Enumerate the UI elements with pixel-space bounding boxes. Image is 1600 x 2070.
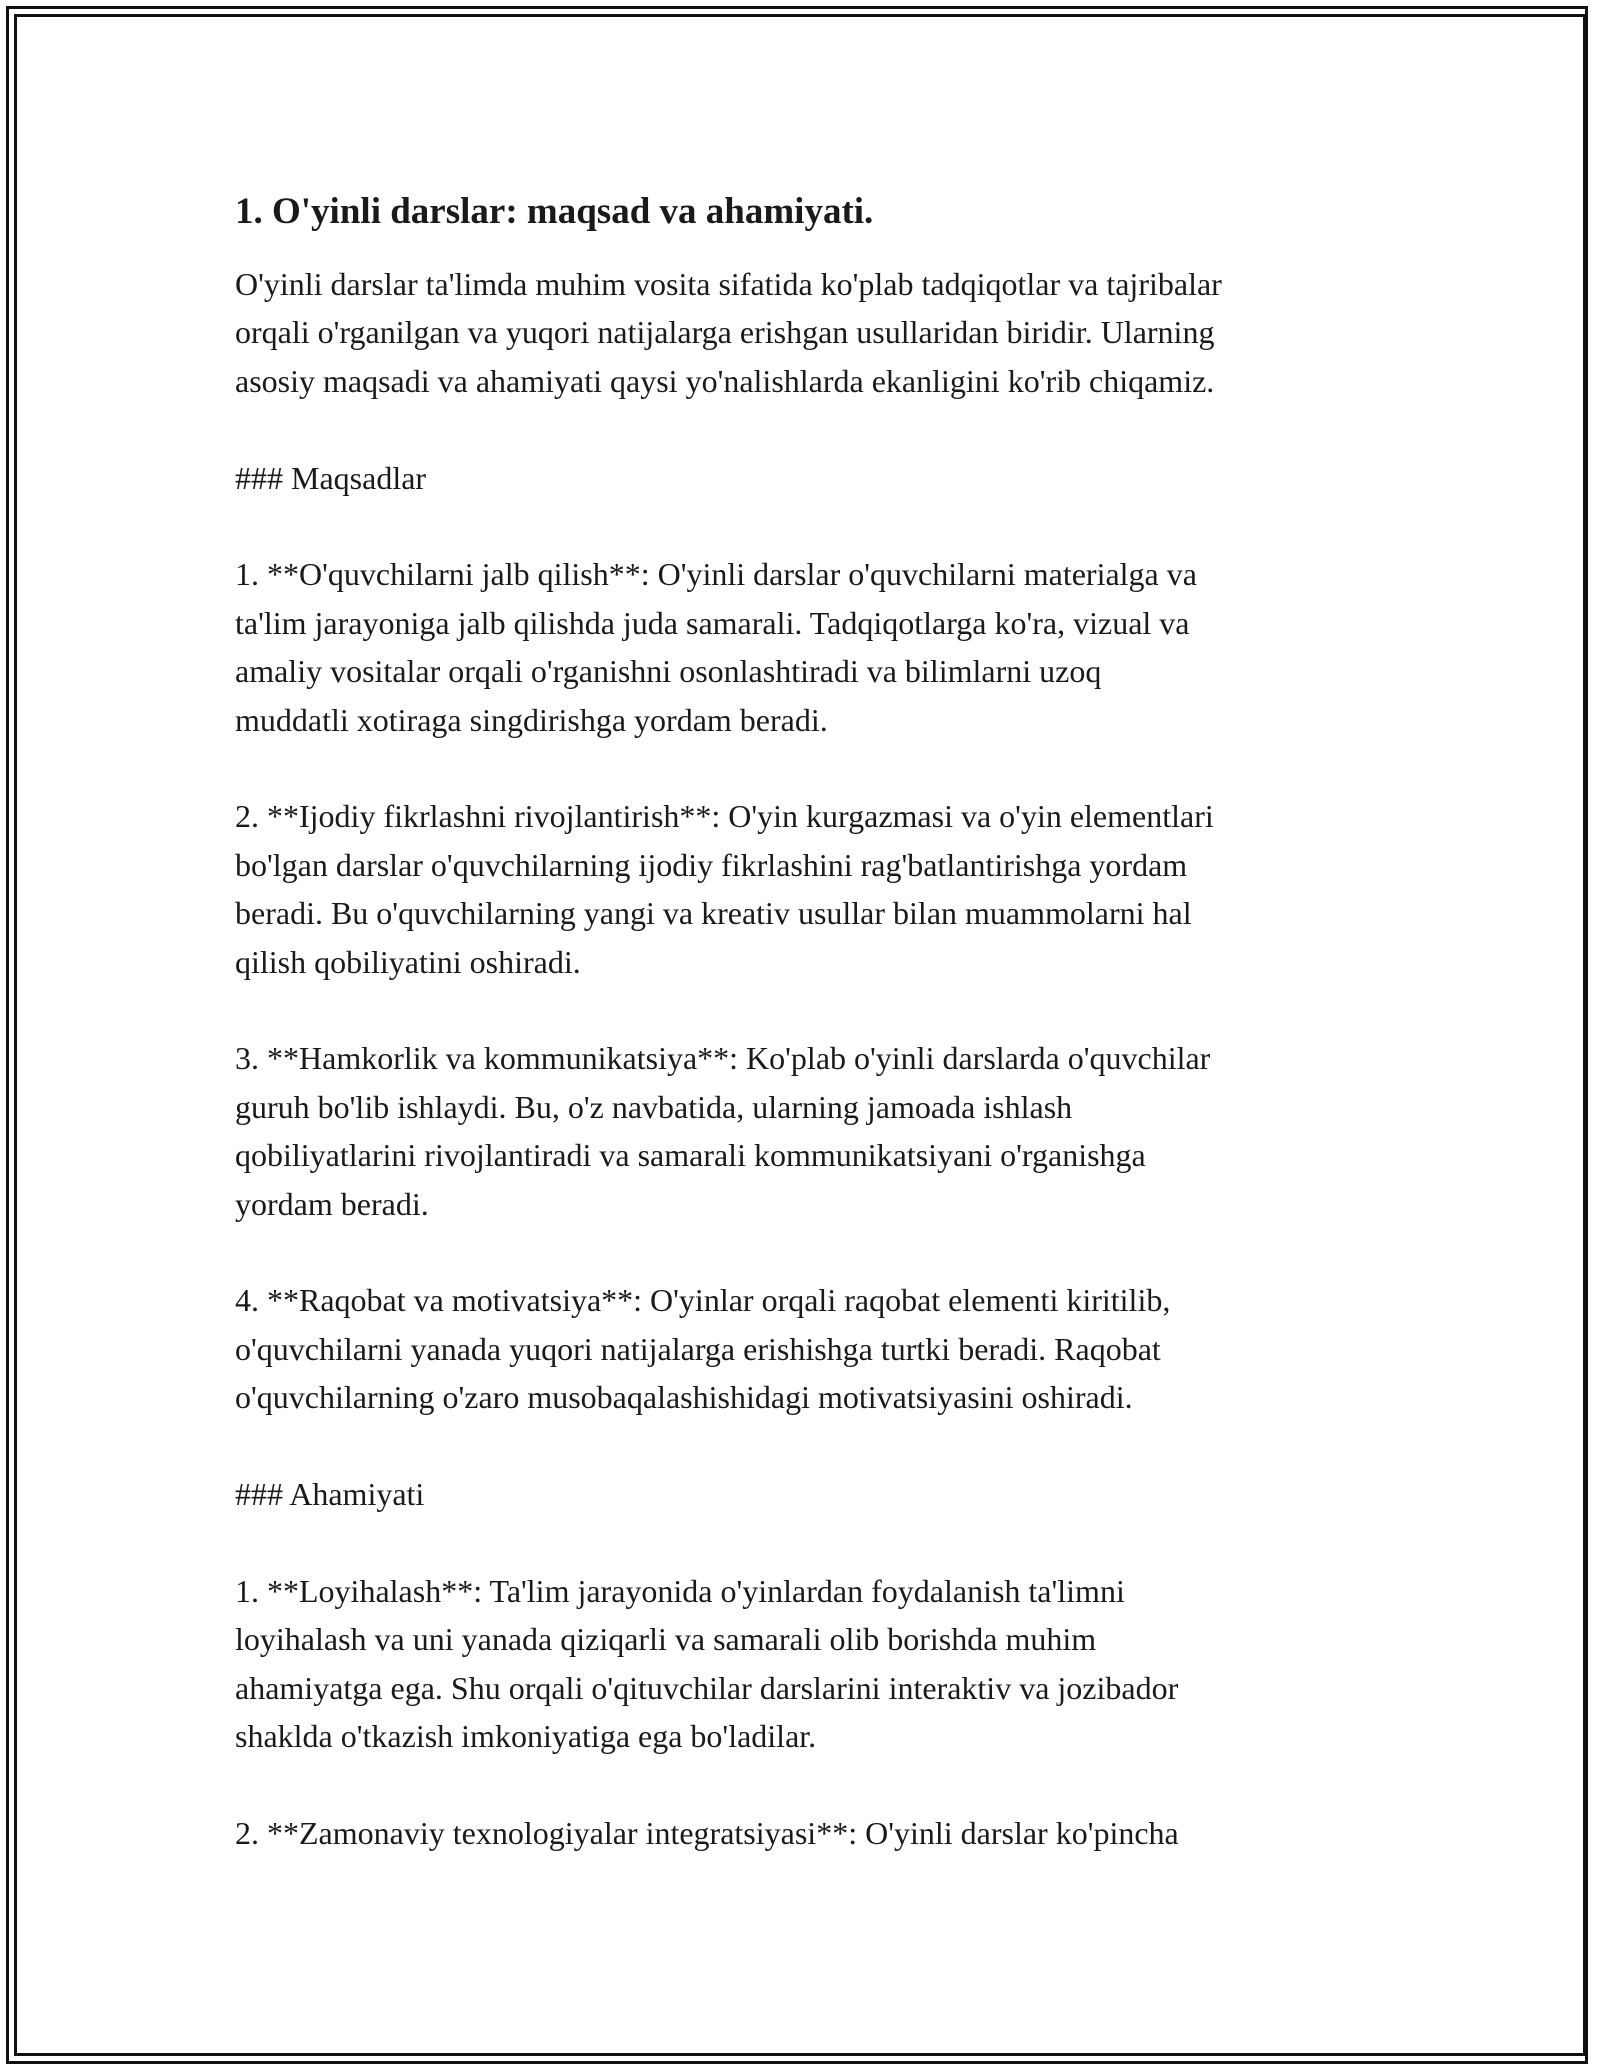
- section-heading-ahamiyati: ### Ahamiyati: [235, 1476, 425, 1513]
- list-item-maqsad-4: 4. **Raqobat va motivatsiya**: O'yinlar orqali raqobat elementi kiritilib, o'quvchilarni yanada yuqori natijalarga erishishga turtki beradi. Raqobat o'quvchilarning o'zaro musobaqalashishidagi motivatsiyasini oshiradi.: [235, 1282, 1171, 1416]
- intro-paragraph: O'yinli darslar ta'limda muhim vosita sifatida ko'plab tadqiqotlar va tajribalar orqali o'rganilgan va yuqori natijalarga erishgan usullaridan biridir. Ularning asosiy maqsadi va ahamiyati qaysi yo'nalishlarda ekanligini ko'rib chiqamiz.: [235, 266, 1222, 399]
- section-heading-maqsadlar: ### Maqsadlar: [235, 459, 427, 496]
- list-item-ahamiyat-1: 1. **Loyihalash**: Ta'lim jarayonida o'yinlardan foydalanish ta'limni loyihalash va uni yanada qiziqarli va samarali olib borishda muhim ahamiyatga ega. Shu orqali o'qituvchilar darslarini interaktiv va jozibador shaklda o'tkazish imkoniyatiga ega bo'ladilar.: [235, 1572, 1179, 1755]
- list-item-ahamiyat-2: 2. **Zamonaviy texnologiyalar integratsiyasi**: O'yinli darslar ko'pincha: [235, 1814, 1179, 1851]
- document-body: [235, 190, 1385, 1906]
- list-item-maqsad-3: 3. **Hamkorlik va kommunikatsiya**: Ko'plab o'yinli darslarda o'quvchilar guruh bo'lib ishlaydi. Bu, o'z navbatida, ularning jamoada ishlash qobiliyatlarini rivojlantiradi va samarali kommunikatsiyani o'rganishga yordam beradi.: [235, 1040, 1211, 1222]
- list-item-maqsad-2: 2. **Ijodiy fikrlashni rivojlantirish**: O'yin kurgazmasi va o'yin elementlari bo'lgan darslar o'quvchilarning ijodiy fikrlashini rag'batlantirishga yordam beradi. Bu o'quvchilarning yangi va kreativ usullar bilan muammolarni hal qilish qobiliyatini oshiradi.: [235, 798, 1214, 980]
- list-item-maqsad-1: 1. **O'quvchilarni jalb qilish**: O'yinli darslar o'quvchilarni materialga va ta'lim jarayoniga jalb qilishda juda samarali. Tadqiqotlarga ko'ra, vizual va amaliy vositalar orqali o'rganishni osonlashtiradi va bilimlarni uzoq muddatli xotiraga singdirishga yordam beradi.: [235, 556, 1197, 738]
- document-title: 1. O'yinli darslar: maqsad va ahamiyati.: [235, 191, 874, 232]
